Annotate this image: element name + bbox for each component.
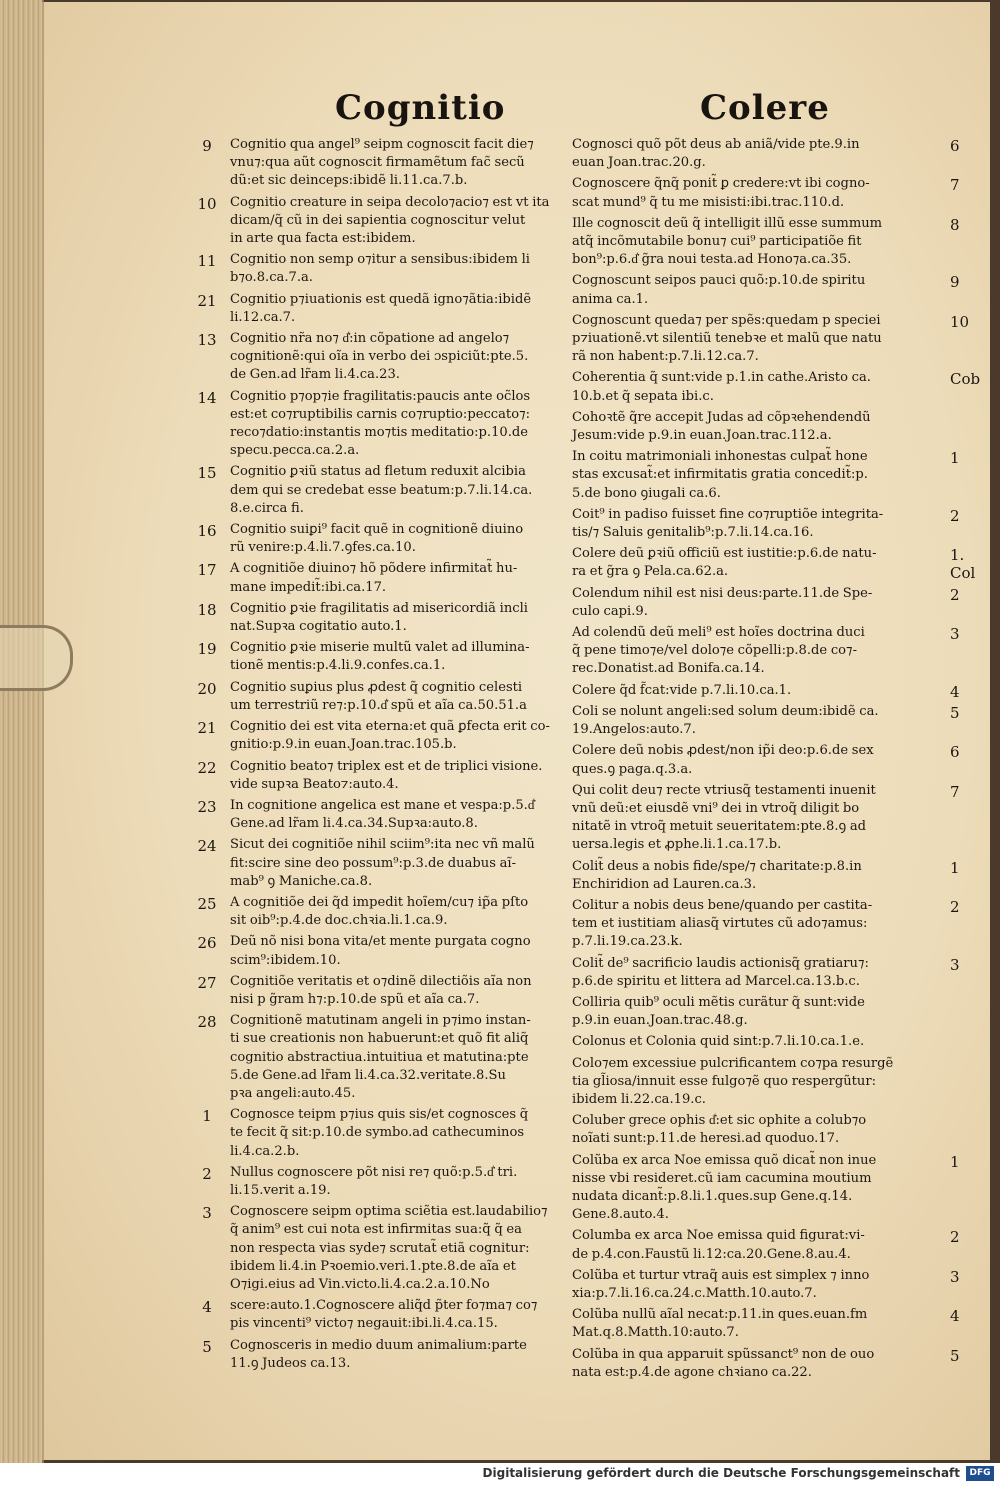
index-entry <box>192 291 562 327</box>
entry-number: 2 <box>950 897 960 916</box>
index-entry <box>572 897 960 952</box>
index-entry <box>192 463 562 518</box>
entry-number: 13 <box>197 331 217 350</box>
entry-text: Cognitio ꝑꝛie fragilitatis ad misericordiã incli nat.Supꝛa cogitatio auto.1. <box>230 600 528 635</box>
entry-number: 2 <box>950 585 960 604</box>
entry-text: Cognitio dei est vita eterna:et quã ꝑfecta erit co- gnitio:p.9.in euan.Joan.trac.105.b. <box>230 719 550 753</box>
entry-text: Cohoꝛtẽ q̃re accepit Judas ad cõpꝛehendendũ Jesum:vide p.9.in euan.Joan.trac.112.a. <box>572 409 871 444</box>
entry-text: Coli se nolunt angeli:sed solum deum:ibidẽ ca. 19.Angelos:auto.7. <box>572 703 879 738</box>
entry-number: 9 <box>950 273 960 292</box>
entry-text: In coitu matrimoniali inhonestas culpat̃ hone stas excusat̃:et infirmitatis gratia concedit̃:p. 5.de bono ꝯiugali ca.6. <box>572 449 868 501</box>
entry-text: Coluber grece ophis d͛:et sic ophite a colub⁊o noĩati sunt:p.11.de heresi.ad quoduo.17. <box>572 1113 867 1147</box>
entry-text: Cognosce teipm p⁊ius quis sis/et cognosces q̃ te fecit q̃ sit:p.10.de symbo.ad cathecuminos li.4.ca.2.b. <box>230 1107 529 1159</box>
entry-number: 9 <box>202 137 212 155</box>
index-entry <box>572 682 960 700</box>
index-entry <box>572 506 960 542</box>
entry-text: Colliria quib⁹ oculi mẽtis curãtur q̃ sunt:vide p.9.in euan.Joan.trac.48.g. <box>572 994 865 1029</box>
index-entry <box>192 1106 562 1161</box>
entry-text: Cognosci quõ põt deus ab aniã/vide pte.9.in euan Joan.trac.20.g. <box>572 137 860 171</box>
index-entry <box>192 639 562 675</box>
entry-number: 26 <box>197 934 217 953</box>
index-entry <box>192 758 562 794</box>
entry-text: Colere deũ ꝑꝛiũ officiũ est iustitie:p.6.de natu- ra et g̃ra ꝯ Pela.ca.62.a. <box>572 546 877 580</box>
entry-text: Cognitio suiꝑi⁹ facit quẽ in cognitionẽ diuino rũ venire:p.4.li.7.ꝯfes.ca.10. <box>230 522 524 556</box>
index-entry <box>572 955 960 991</box>
entry-number: 1. Col <box>950 546 976 583</box>
index-entry <box>192 1012 562 1103</box>
index-entry <box>192 718 562 754</box>
entry-number: 1 <box>950 1152 960 1171</box>
index-entry <box>192 894 562 930</box>
entry-number: 3 <box>950 1267 960 1286</box>
entry-text: Sicut dei cognitiõe nihil sciim⁹:ita nec vñ malũ fit:scire sine deo possum⁹:p.3.de duabus aĩ- mab⁹ ꝯ Maniche.ca.8. <box>230 837 535 889</box>
entry-text: Colũba et turtur vtraq̃ auis est simplex ⁊ inno xia:p.7.li.16.ca.24.c.Matth.10.auto.7. <box>572 1267 870 1301</box>
running-head-right: Colere <box>700 88 830 128</box>
entry-number: 17 <box>197 561 217 580</box>
entry-number: 10 <box>950 312 970 331</box>
entry-text: A cognitiõe diuino⁊ hõ põdere infirmitat̃ hu- mane impedit̃:ibi.ca.17. <box>230 561 518 595</box>
entry-text: Cognitiõe veritatis et o⁊dinẽ dilectiõis aĩa non nisi p g̃ram h⁊:p.10.de spũ et aĩa ca.7. <box>230 973 532 1007</box>
entry-text: Coherentia q̃ sunt:vide p.1.in cathe.Aristo ca. 10.b.et q̃ sepata ibi.c. <box>572 370 871 404</box>
index-entry <box>572 545 976 583</box>
entry-text: Cognitionẽ matutinam angeli in p⁊imo instan- ti sue creationis non habuerunt:et quõ fit aliq̃ cognitio abstractiua.intuitiua et matutina:pte 5.de Gene.ad lr̃am li.4.ca.32.veritate.8.Su pꝛa angeli:auto.45. <box>230 1013 531 1101</box>
entry-text: Coit⁹ in padiso fuisset fine co⁊ruptiõe integrita- tis/⁊ Saluis genitalib⁹:p.7.li.14.ca.16. <box>572 506 884 541</box>
entry-number: 2 <box>950 506 960 525</box>
entry-text: Colũba in qua apparuit spũssanct⁹ non de ouo nata est:p.4.de agone chꝛiano ca.22. <box>572 1346 875 1380</box>
entry-text: Cognitio nr̃a no⁊ d͛:in cõpatione ad angelo⁊ cognitionẽ:qui oĩa in verbo dei ɔspiciũt:pte.5. de Gen.ad lr̃am li.4.ca.23. <box>230 331 529 383</box>
entry-text: Ille cognoscit deũ q̃ intelligit illũ esse summum atq̃ incõmutabile bonu⁊ cui⁹ participatiõe fit bon⁹:p.6.d͛ g̃ra noui testa.ad Hono⁊a.ca.35. <box>572 215 883 268</box>
footer-bar <box>0 1463 1000 1485</box>
index-entry <box>192 251 562 287</box>
index-entry <box>572 585 960 621</box>
entry-number: 23 <box>197 797 217 816</box>
index-entry <box>192 1337 562 1373</box>
index-entry <box>572 272 960 308</box>
index-entry <box>572 312 970 367</box>
index-entry <box>572 624 960 679</box>
entry-text: Colitur a nobis deus bene/quando per castita- tem et iustitiam aliasq̃ virtutes cũ ado⁊amus: p.7.li.19.ca.23.k. <box>572 897 873 950</box>
index-entry <box>192 797 562 833</box>
entry-number: 5 <box>950 1346 960 1365</box>
entry-number: 2 <box>950 1228 960 1247</box>
funding-credit: Digitalisierung gefördert durch die Deutsche Forschungsgemeinschaft <box>482 1466 960 1480</box>
index-entry <box>572 1033 960 1051</box>
entry-text: Colit̃ deus a nobis fide/spe/⁊ charitate:p.8.in Enchiridion ad Lauren.ca.3. <box>572 858 862 892</box>
entry-number: 19 <box>197 640 217 659</box>
entry-text: Cognitio p⁊op⁊ie fragilitatis:paucis ante oc̃los est:et co⁊ruptibilis carnis co⁊ruptio:peccato⁊: reco⁊datio:instantis mo⁊tis meditatio:p.10.de specu.pecca.ca.2.a. <box>230 388 531 459</box>
entry-text: Cognoscere q̃nq̃ ponit̃ ꝑ credere:vt ibi cogno- scat mund⁹ q̃ tu me misisti:ibi.trac.110.d. <box>572 176 870 210</box>
index-entry <box>192 194 562 249</box>
index-entry <box>192 679 562 715</box>
entry-text: Cognitio suꝑius plus ꝓdest q̃ cognitio celesti um terrestriũ re⁊:p.10.d͛ spũ et aĩa ca.50.51.a <box>230 679 527 713</box>
entry-number: 14 <box>197 388 217 407</box>
entry-number: 16 <box>197 522 217 541</box>
entry-text: Qui colit deu⁊ recte vtriusq̃ testamenti inuenit vnũ deũ:et eiusdẽ vni⁹ dei in vtroq̃ diligit bo nitatẽ in vtroq̃ metuit seueritatem:pte.8.ꝯ ad uersa.legis et ꝓphe.li.1.ca.17.b. <box>572 782 876 853</box>
running-head-left: Cognitio <box>335 88 506 128</box>
left-column <box>192 136 562 1376</box>
index-entry <box>572 703 960 739</box>
entry-number: Cob <box>950 370 981 389</box>
entry-text: scere:auto.1.Cognoscere aliq̃d p̃ter fo⁊ma⁊ co⁊ pis vincenti⁹ victo⁊ negauit:ibi.li.4.ca.15. <box>230 1298 538 1332</box>
entry-number: 4 <box>950 1307 960 1326</box>
entry-number: 11 <box>197 252 217 271</box>
entry-number: 4 <box>950 682 960 701</box>
entry-text: Colere q̃d f̃cat:vide p.7.li.10.ca.1. <box>572 682 792 698</box>
entry-text: Colendum nihil est nisi deus:parte.11.de Spe- culo capi.9. <box>572 585 873 619</box>
entry-text: Cognitio creature in seipa decolo⁊acio⁊ est vt ita dicam/q̃ cũ in dei sapientia cognoscitur velut in arte qua facta est:ibidem. <box>230 194 550 247</box>
entry-text: Cognitio beato⁊ triplex est et de triplici visione. vide supꝛa Beato⁊:auto.4. <box>230 758 543 792</box>
entry-number: 1 <box>950 858 960 877</box>
index-entry <box>572 215 960 270</box>
entry-text: Colo⁊em excessiue pulcrificantem co⁊pa resurgẽ tia gl̃iosa/innuit esse fulgo⁊ẽ quo respergũtur: ibidem li.22.ca.19.c. <box>572 1055 894 1107</box>
entry-number: 21 <box>197 719 217 738</box>
index-entry <box>572 136 960 172</box>
entry-number: 24 <box>197 837 217 856</box>
entry-number: 22 <box>197 758 217 777</box>
entry-text: Colere deũ nobis ꝓdest/non ip̃i deo:p.6.de sex ques.ꝯ paga.q.3.a. <box>572 743 874 777</box>
entry-text: Cognitio ꝑꝛiũ status ad fletum reduxit alcibia dem qui se credebat esse beatum:p.7.li.14.ca. 8.e.circa fi. <box>230 464 533 516</box>
index-entry <box>572 448 960 503</box>
entry-number: 5 <box>202 1337 212 1356</box>
entry-number: 5 <box>950 703 960 722</box>
index-entry <box>572 1306 960 1342</box>
entry-text: Cognitio p⁊iuationis est quedã igno⁊ãtia:ibidẽ li.12.ca.7. <box>230 291 532 325</box>
entry-text: Colũba ex arca Noe emissa quõ dicat̃ non inue nisse vbi resideret.cũ iam cacumina moutium nudata dicant̃:p.8.li.1.ques.sup Gene.q.14. Gene.8.auto.4. <box>572 1152 877 1223</box>
entry-text: Cognoscere seipm optima sciẽtia est.laudabilio⁊ q̃ anim⁹ est cui nota est infirmitas sua:q̃ q̃ ea non respecta vias syde⁊ scrutat̃ etiã cognitur: ibidem li.4.in Pꝛoemio.veri.1.pte.8.de aĩa et O⁊igi.eius ad Vin.victo.li.4.ca.2.a.10.No <box>230 1204 548 1292</box>
index-entry <box>572 858 960 894</box>
index-entry <box>572 1267 960 1303</box>
entry-number: 28 <box>197 1013 217 1032</box>
entry-number: 6 <box>950 137 960 155</box>
entry-text: Cognitio qua angel⁹ seipm cognoscit facit die⁊ vnu⁊:qua aũt cognoscit firmamẽtum fac̃ secũ dũ:et sic deinceps:ibidẽ li.11.ca.7.b. <box>230 137 534 189</box>
entry-number: 2 <box>202 1164 212 1183</box>
entry-number: 3 <box>950 625 960 644</box>
index-entry <box>572 175 960 211</box>
entry-text: Colonus et Colonia quid sint:p.7.li.10.ca.1.e. <box>572 1034 865 1050</box>
entry-text: Ad colendũ deũ meli⁹ est hoĩes doctrina duci q̃ pene timo⁊e/vel dolo⁊e cõpelli:p.8.de co⁊- rec.Donatist.ad Bonifa.ca.14. <box>572 625 865 677</box>
entry-number: 10 <box>197 194 217 213</box>
entry-text: A cognitiõe dei q̃d impedit hoĩem/cu⁊ ip̃a pſto sit oib⁹:p.4.de doc.chꝛia.li.1.ca.9. <box>230 894 529 929</box>
entry-number: 21 <box>197 291 217 310</box>
index-entry <box>192 388 562 461</box>
index-entry <box>572 742 960 778</box>
index-entry <box>572 994 960 1030</box>
entry-number: 7 <box>950 782 960 801</box>
entry-number: 27 <box>197 973 217 992</box>
entry-number: 25 <box>197 894 217 913</box>
index-entry <box>572 1055 960 1110</box>
entry-text: Cognitio non semp o⁊itur a sensibus:ibidem li b⁊o.8.ca.7.a. <box>230 252 530 286</box>
entry-number: 20 <box>197 679 217 698</box>
index-entry <box>192 136 562 191</box>
entry-text: Colit̃ de⁹ sacrificio laudis actionisq̃ gratiaru⁊: p.6.de spiritu et littera ad Marcel.ca.13.b.c. <box>572 955 869 989</box>
entry-number: 4 <box>202 1298 212 1317</box>
index-entry <box>192 933 562 969</box>
entry-number: 18 <box>197 600 217 619</box>
index-entry <box>572 369 981 405</box>
entry-text: Cognoscunt queda⁊ per spẽs:quedam p speciei p⁊iuationẽ.vt silentiũ tenebꝛe et malũ que natu rã non habent:p.7.li.12.ca.7. <box>572 312 882 365</box>
entry-text: Columba ex arca Noe emissa quid figurat:vi- de p.4.con.Faustũ li.12:ca.20.Gene.8.au.4. <box>572 1228 865 1262</box>
index-entry <box>572 782 960 855</box>
entry-number: 1 <box>950 449 960 468</box>
index-entry <box>192 973 562 1009</box>
index-entry <box>192 560 562 596</box>
entry-number: 8 <box>950 215 960 234</box>
entry-number: 7 <box>950 176 960 195</box>
entry-text: Deũ nõ nisi bona vita/et mente purgata cogno scim⁹:ibidem.10. <box>230 934 531 968</box>
right-column <box>572 136 981 1385</box>
index-entry <box>192 1297 562 1333</box>
entry-text: Colũba nullũ aĩal necat:p.11.in ques.euan.fm Mat.q.8.Matth.10:auto.7. <box>572 1307 868 1341</box>
entry-number: 1 <box>202 1107 212 1126</box>
entry-text: Cognitio ꝑꝛie miserie multũ valet ad illumina- tionẽ mentis:p.4.li.9.confes.ca.1. <box>230 640 530 674</box>
book-block-edge <box>0 0 44 1463</box>
index-entry <box>192 600 562 636</box>
entry-text: In cognitione angelica est mane et vespa:p.5.d͛ Gene.ad lr̃am li.4.ca.34.Supꝛa:auto.8. <box>230 797 535 832</box>
index-entry <box>572 1112 960 1148</box>
entry-number: 6 <box>950 743 960 762</box>
index-entry <box>192 1203 562 1294</box>
entry-text: Nullus cognoscere põt nisi re⁊ quõ:p.5.d͛ tri. li.15.verit a.19. <box>230 1164 518 1198</box>
entry-number: 3 <box>202 1204 212 1223</box>
entry-text: Cognoscunt seipos pauci quõ:p.10.de spiritu anima ca.1. <box>572 273 866 307</box>
entry-number: 15 <box>197 464 217 483</box>
dfg-logo: DFG <box>966 1466 994 1481</box>
index-entry <box>572 1152 960 1225</box>
index-entry <box>572 1346 960 1382</box>
index-entry <box>192 330 562 385</box>
index-entry <box>572 409 960 445</box>
clasp-strap <box>0 625 73 691</box>
entry-text: Cognosceris in medio duum animalium:parte 11.ꝯ Judeos ca.13. <box>230 1337 527 1371</box>
index-entry <box>572 1227 960 1263</box>
index-entry <box>192 1164 562 1200</box>
index-entry <box>192 836 562 891</box>
entry-number: 3 <box>950 955 960 974</box>
index-entry <box>192 521 562 557</box>
